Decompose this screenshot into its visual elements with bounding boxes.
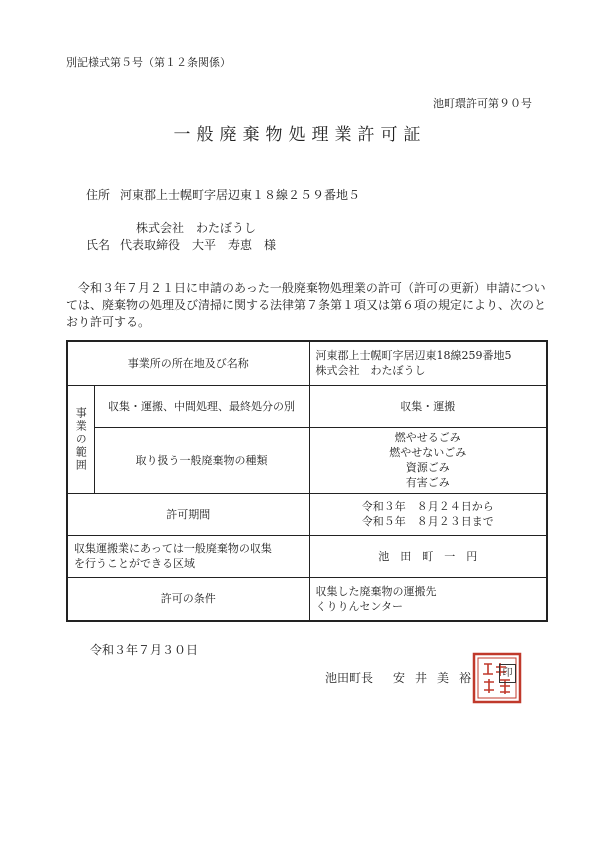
table-row <box>67 427 547 493</box>
permit-body-text: 令和３年７月２１日に申請のあった一般廃棄物処理業の許可（許可の更新）申請については、廃棄物の処理及び清掃に関する法律第７条第１項又は第６項の規定により、次のとおり許可する。 <box>66 281 547 329</box>
period-value <box>309 493 547 535</box>
area-label <box>67 535 309 577</box>
business-type-label: 収集・運搬、中間処理、最終処分の別 <box>94 385 309 427</box>
mayor-name: 安井美裕 <box>393 671 482 685</box>
waste-type-item: 有害ごみ <box>405 476 450 489</box>
period-to: 令和５年 ８月２３日まで <box>361 515 494 528</box>
waste-type-label: 取り扱う一般廃棄物の種類 <box>94 427 309 493</box>
document-title: 一般廃棄物処理業許可証 <box>173 125 427 145</box>
office-name: 株式会社 わたぼうし <box>315 364 426 378</box>
table-row <box>67 493 547 535</box>
address-label: 住所 <box>86 188 111 202</box>
mayor-title: 池田町長 <box>325 671 374 685</box>
waste-type-item: 燃やせないごみ <box>389 446 467 459</box>
waste-types <box>309 427 547 493</box>
table-row <box>67 341 547 385</box>
address-value: 河東郡上士幌町字居辺東１８線２５９番地５ <box>120 188 361 202</box>
office-value <box>309 341 547 385</box>
conditions-line: 収集した廃棄物の運搬先 <box>315 584 437 598</box>
area-value: 池 田 町 一 円 <box>309 535 547 577</box>
permit-table <box>66 340 548 622</box>
business-type-value: 収集・運搬 <box>309 385 547 427</box>
scope-label: 事業の範囲 <box>67 385 94 493</box>
company-name: 株式会社 わたぼうし <box>136 221 257 235</box>
table-row <box>67 577 547 621</box>
period-label: 許可期間 <box>67 493 309 535</box>
table-row <box>67 385 547 427</box>
office-address: 河東郡上士幌町字居辺東18線259番地5 <box>315 349 512 363</box>
table-row <box>67 535 547 577</box>
office-label: 事業所の所在地及び名称 <box>67 341 309 385</box>
representative-name: 代表取締役 大平 寿恵 様 <box>120 238 277 252</box>
name-label: 氏名 <box>86 238 111 252</box>
waste-type-item: 資源ごみ <box>405 461 450 474</box>
waste-type-item: 燃やせるごみ <box>394 431 461 444</box>
seal-mark: 印 <box>499 664 516 683</box>
area-label-line: を行うことができる区域 <box>74 557 195 570</box>
conditions-line: くりりんセンター <box>315 599 404 613</box>
conditions-label: 許可の条件 <box>67 577 309 621</box>
area-label-line: 収集運搬業にあっては一般廃棄物の収集 <box>74 542 272 555</box>
period-from: 令和３年 ８月２４日から <box>361 500 494 513</box>
issue-date: 令和３年７月３０日 <box>90 643 199 657</box>
conditions-value <box>309 577 547 621</box>
permit-number: 池町環許可第９０号 <box>433 97 532 110</box>
form-number: 別記様式第５号（第１２条関係） <box>66 56 231 69</box>
